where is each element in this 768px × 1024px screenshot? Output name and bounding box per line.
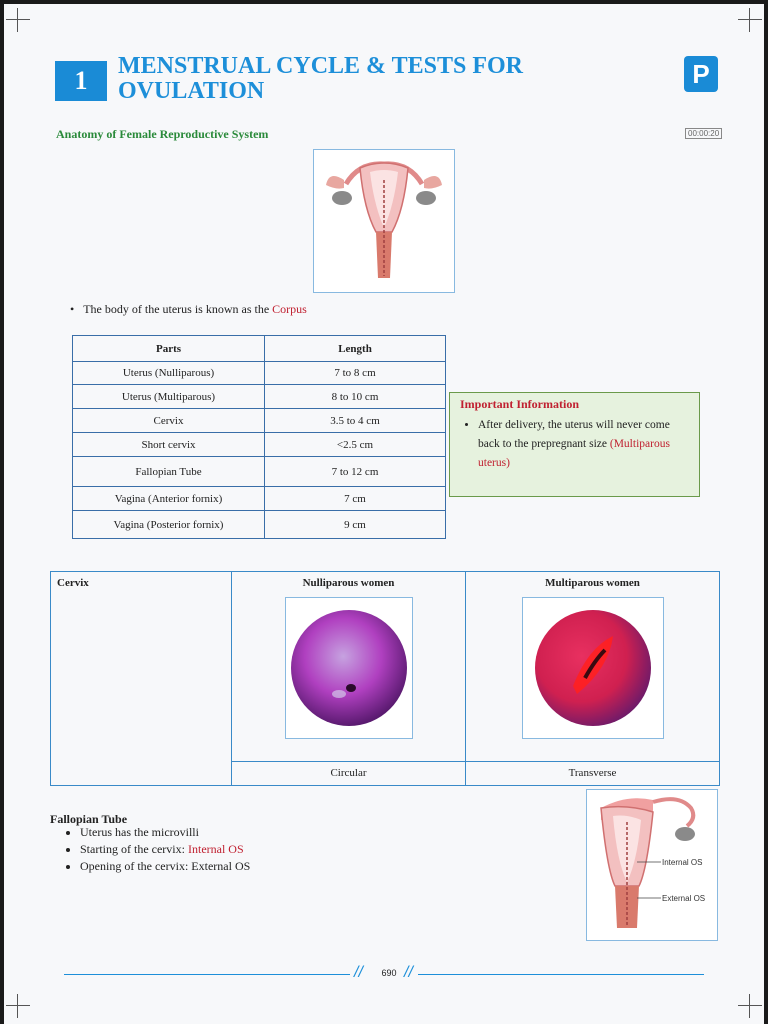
table-cell-part: Fallopian Tube — [73, 457, 265, 487]
table-cell-length: <2.5 cm — [265, 433, 446, 457]
fallopian-list — [62, 824, 250, 875]
table-cell-length: 3.5 to 4 cm — [265, 409, 446, 433]
page-footer — [64, 964, 704, 984]
table-row — [73, 409, 446, 433]
table-cell-part: Cervix — [73, 409, 265, 433]
footer-rule-right — [418, 974, 704, 975]
uterus-cross-section-icon — [587, 790, 717, 940]
multiparous-image-wrap — [466, 597, 719, 739]
info-item — [478, 416, 689, 473]
footer-rule-left — [64, 974, 350, 975]
info-highlight: (Multiparous uterus) — [478, 438, 670, 469]
table-header-length: Length — [265, 336, 446, 362]
table-row — [73, 362, 446, 385]
list-item — [80, 824, 250, 841]
list-item — [80, 858, 250, 875]
table-row — [73, 511, 446, 539]
table-cell-length: 7 cm — [265, 487, 446, 511]
table-row — [73, 457, 446, 487]
nulliparous-heading: Nulliparous women — [302, 577, 395, 589]
external-os-label: External OS — [662, 894, 706, 903]
nulliparous-cervix-icon — [289, 608, 409, 728]
fallopian-item-highlight: Internal OS — [187, 842, 244, 856]
multiparous-cell — [466, 572, 720, 762]
cervix-table-main-row — [51, 572, 720, 762]
info-list — [460, 416, 689, 473]
footer-slash-right-icon: // — [404, 964, 413, 981]
table-cell-part: Vagina (Posterior fornix) — [73, 511, 265, 539]
important-info-box — [449, 392, 700, 497]
table-cell-length: 7 to 8 cm — [265, 362, 446, 385]
table-header-row — [73, 336, 446, 362]
fallopian-item-text: Opening of the cervix: External OS — [80, 859, 251, 873]
cervix-label-cell — [51, 572, 232, 786]
internal-os-label: Internal OS — [662, 858, 703, 867]
table-cell-length: 9 cm — [265, 511, 446, 539]
multiparous-cervix-image — [522, 597, 664, 739]
corpus-note — [70, 302, 307, 317]
multiparous-shape: Transverse — [466, 762, 720, 786]
nulliparous-cell — [232, 572, 466, 762]
uterus-illustration-icon — [314, 150, 454, 292]
table-row — [73, 385, 446, 409]
nulliparous-image-wrap — [232, 597, 465, 739]
list-item — [80, 841, 250, 858]
fallopian-item-text: Uterus has the microvilli — [80, 825, 199, 839]
cervix-os-diagram — [586, 789, 718, 941]
table-cell-part: Vagina (Anterior fornix) — [73, 487, 265, 511]
cervix-label: Cervix — [57, 577, 89, 589]
video-timestamp: 00:00:20 — [685, 128, 722, 139]
table-cell-part: Short cervix — [73, 433, 265, 457]
multiparous-heading: Multiparous women — [545, 577, 640, 589]
info-heading: Important Information — [460, 397, 579, 411]
section-title: Anatomy of Female Reproductive System — [56, 127, 269, 141]
publisher-logo-icon: P — [684, 56, 718, 92]
table-cell-length: 8 to 10 cm — [265, 385, 446, 409]
cervix-comparison-table — [50, 571, 720, 786]
corpus-highlight: Corpus — [272, 302, 307, 316]
crop-mark-top-left — [6, 8, 30, 32]
table-cell-part: Uterus (Multiparous) — [73, 385, 265, 409]
info-text: After delivery, the uterus will never come back to the prepregnant size — [478, 419, 670, 450]
crop-mark-bottom-right — [738, 994, 762, 1018]
table-cell-length: 7 to 12 cm — [265, 457, 446, 487]
fallopian-item-text: Starting of the cervix: — [80, 842, 188, 856]
page-number: 690 — [381, 968, 397, 978]
table-row — [73, 487, 446, 511]
chapter-title: MENSTRUAL CYCLE & TESTS FOR OVULATION — [118, 53, 523, 104]
fallopian-heading: Fallopian Tube — [50, 812, 128, 826]
chapter-number: 1 — [55, 61, 107, 101]
table-row — [73, 433, 446, 457]
table-cell-part: Uterus (Nulliparous) — [73, 362, 265, 385]
bullet-glyph: • — [70, 302, 84, 316]
crop-mark-bottom-left — [6, 994, 30, 1018]
parts-length-table — [72, 335, 446, 539]
table-header-parts: Parts — [73, 336, 265, 362]
crop-mark-top-right — [738, 8, 762, 32]
footer-slash-left-icon: // — [354, 964, 363, 981]
nulliparous-cervix-image — [285, 597, 413, 739]
multiparous-cervix-icon — [533, 608, 653, 728]
corpus-note-text: The body of the uterus is known as the — [83, 302, 273, 316]
page — [4, 4, 764, 1024]
uterus-diagram — [313, 149, 455, 293]
nulliparous-shape: Circular — [232, 762, 466, 786]
